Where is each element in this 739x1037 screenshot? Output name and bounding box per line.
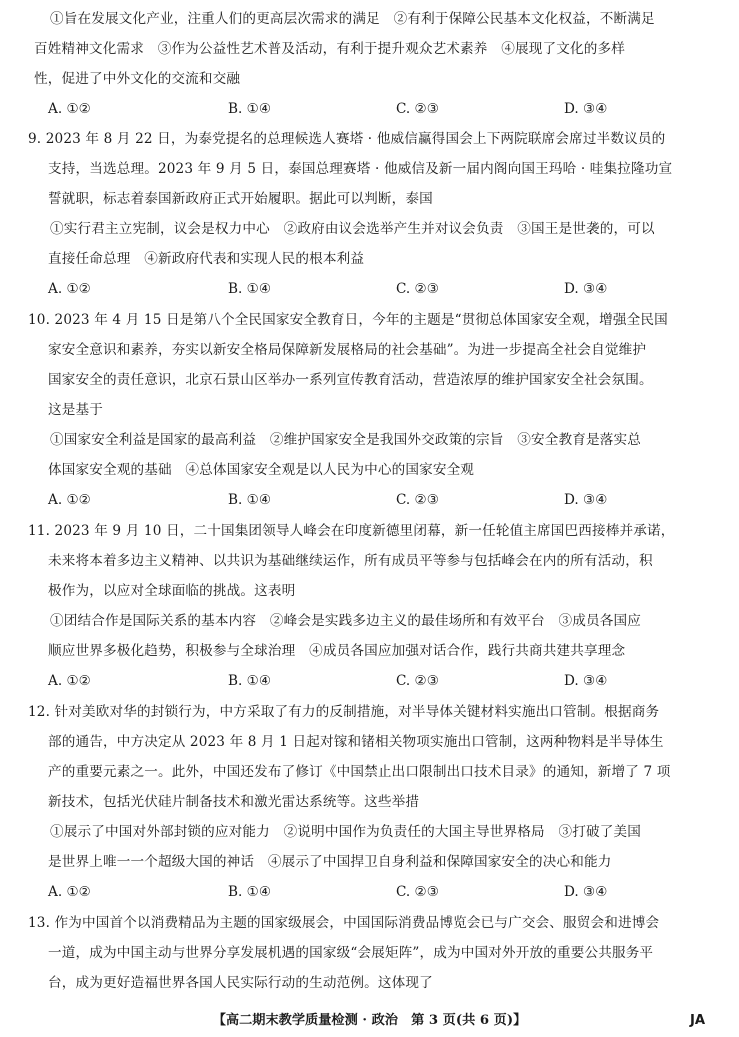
question-stem: 10. 2023 年 4 月 15 日是第八个全民国家安全教育日，今年的主题是“贯彻总体国家安全观，增强全民国: [28, 312, 668, 328]
option-b: B. ①④: [228, 101, 272, 117]
question-line: 支持，当选总理。2023 年 9 月 5 日，泰国总理赛塔 · 他威信及新一届内阁向国王玛哈 · 哇集拉隆功宣: [48, 161, 673, 177]
paper-code: JA: [690, 1013, 706, 1028]
option-a: A. ①②: [48, 492, 91, 508]
question-line: 未来将本着多边主义精神、以共识为基础继续运作，所有成员平等参与包括峰会在内的所有活动，积: [48, 553, 653, 569]
question-line: 极作为，以应对全球面临的挑战。这表明: [48, 583, 296, 599]
question-stem: 12. 针对美欧对华的封锁行为，中方采取了有力的反制措施，对半导体关键材料实施出口管制。根据商务: [28, 704, 660, 720]
question-line: 是世界上唯一一个超级大国的神话 ④展示了中国捍卫自身利益和保障国家安全的决心和能力: [48, 854, 612, 870]
option-c: C. ②③: [396, 884, 439, 900]
question-stem: 11. 2023 年 9 月 10 日，二十国集团领导人峰会在印度新德里闭幕，新一任轮值主席国巴西接棒并承诺，: [28, 523, 675, 539]
option-a: A. ①②: [48, 884, 91, 900]
question-line: 家安全意识和素养，夯实以新安全格局保障新发展格局的社会基础”。为进一步提高全社会自觉维护: [48, 342, 647, 358]
option-d: D. ③④: [564, 673, 608, 689]
question-line: 体国家安全观的基础 ④总体国家安全观是以人民为中心的国家安全观: [48, 462, 475, 478]
question-line: 百姓精神文化需求 ③作为公益性艺术普及活动，有利于提升观众艺术素养 ④展现了文化的多样: [34, 41, 625, 57]
question-line: ①展示了中国对外部封锁的应对能力 ②说明中国作为负责任的大国主导世界格局 ③打破了美国: [50, 824, 641, 840]
question-line: ①旨在发展文化产业，注重人们的更高层次需求的满足 ②有利于保障公民基本文化权益，不断满足: [50, 11, 655, 27]
question-line: ①实行君主立宪制，议会是权力中心 ②政府由议会选举产生并对议会负责 ③国王是世袭的，可以: [50, 221, 655, 237]
question-line: 性，促进了中外文化的交流和交融: [34, 71, 241, 87]
option-b: B. ①④: [228, 673, 272, 689]
question-line: 顺应世界多极化趋势，积极参与全球治理 ④成员各国应加强对话合作，践行共商共建共享理念: [48, 643, 626, 659]
question-line: 直接任命总理 ④新政府代表和实现人民的根本利益: [48, 251, 365, 267]
question-line: 誓就职，标志着泰国新政府正式开始履职。据此可以判断，泰国: [48, 191, 433, 207]
question-line: 这是基于: [48, 402, 103, 418]
option-d: D. ③④: [564, 281, 608, 297]
option-d: D. ③④: [564, 492, 608, 508]
question-stem: 13. 作为中国首个以消费精品为主题的国家级展会，中国国际消费品博览会已与广交会、服贸会和进博会: [28, 915, 660, 931]
option-c: C. ②③: [396, 492, 439, 508]
option-d: D. ③④: [564, 101, 608, 117]
option-c: C. ②③: [396, 101, 439, 117]
question-line: 国家安全的责任意识，北京石景山区举办一系列宣传教育活动，营造浓厚的维护国家安全社会氛围。: [48, 372, 653, 388]
option-a: A. ①②: [48, 281, 91, 297]
question-line: 台，成为更好造福世界各国人民实际行动的生动范例。这体现了: [48, 975, 433, 991]
question-stem: 9. 2023 年 8 月 22 日，为泰党提名的总理候选人赛塔 · 他威信赢得国会上下两院联席会席过半数议员的: [28, 131, 666, 147]
option-a: A. ①②: [48, 101, 91, 117]
option-c: C. ②③: [396, 673, 439, 689]
option-b: B. ①④: [228, 492, 272, 508]
option-b: B. ①④: [228, 884, 272, 900]
page-footer: 【高二期末教学质量检测 · 政治 第 3 页(共 6 页)】: [212, 1013, 527, 1028]
option-a: A. ①②: [48, 673, 91, 689]
question-line: ①国家安全利益是国家的最高利益 ②维护国家安全是我国外交政策的宗旨 ③安全教育是落实总: [50, 432, 641, 448]
option-c: C. ②③: [396, 281, 439, 297]
question-line: 部的通告，中方决定从 2023 年 8 月 1 日起对镓和锗相关物项实施出口管制，这两种物料是半导体生: [48, 734, 664, 750]
question-line: 新技术，包括光伏硅片制备技术和激光雷达系统等。这些举措: [48, 794, 420, 810]
question-line: 一道，成为中国主动与世界分享发展机遇的国家级“会展矩阵”，成为中国对外开放的重要公共服务平: [48, 945, 654, 961]
question-line: ①团结合作是国际关系的基本内容 ②峰会是实践多边主义的最佳场所和有效平台 ③成员各国应: [50, 613, 641, 629]
option-d: D. ③④: [564, 884, 608, 900]
question-line: 产的重要元素之一。此外，中国还发布了修订《中国禁止出口限制出口技术目录》的通知，新增了 7 项: [48, 764, 671, 780]
option-b: B. ①④: [228, 281, 272, 297]
